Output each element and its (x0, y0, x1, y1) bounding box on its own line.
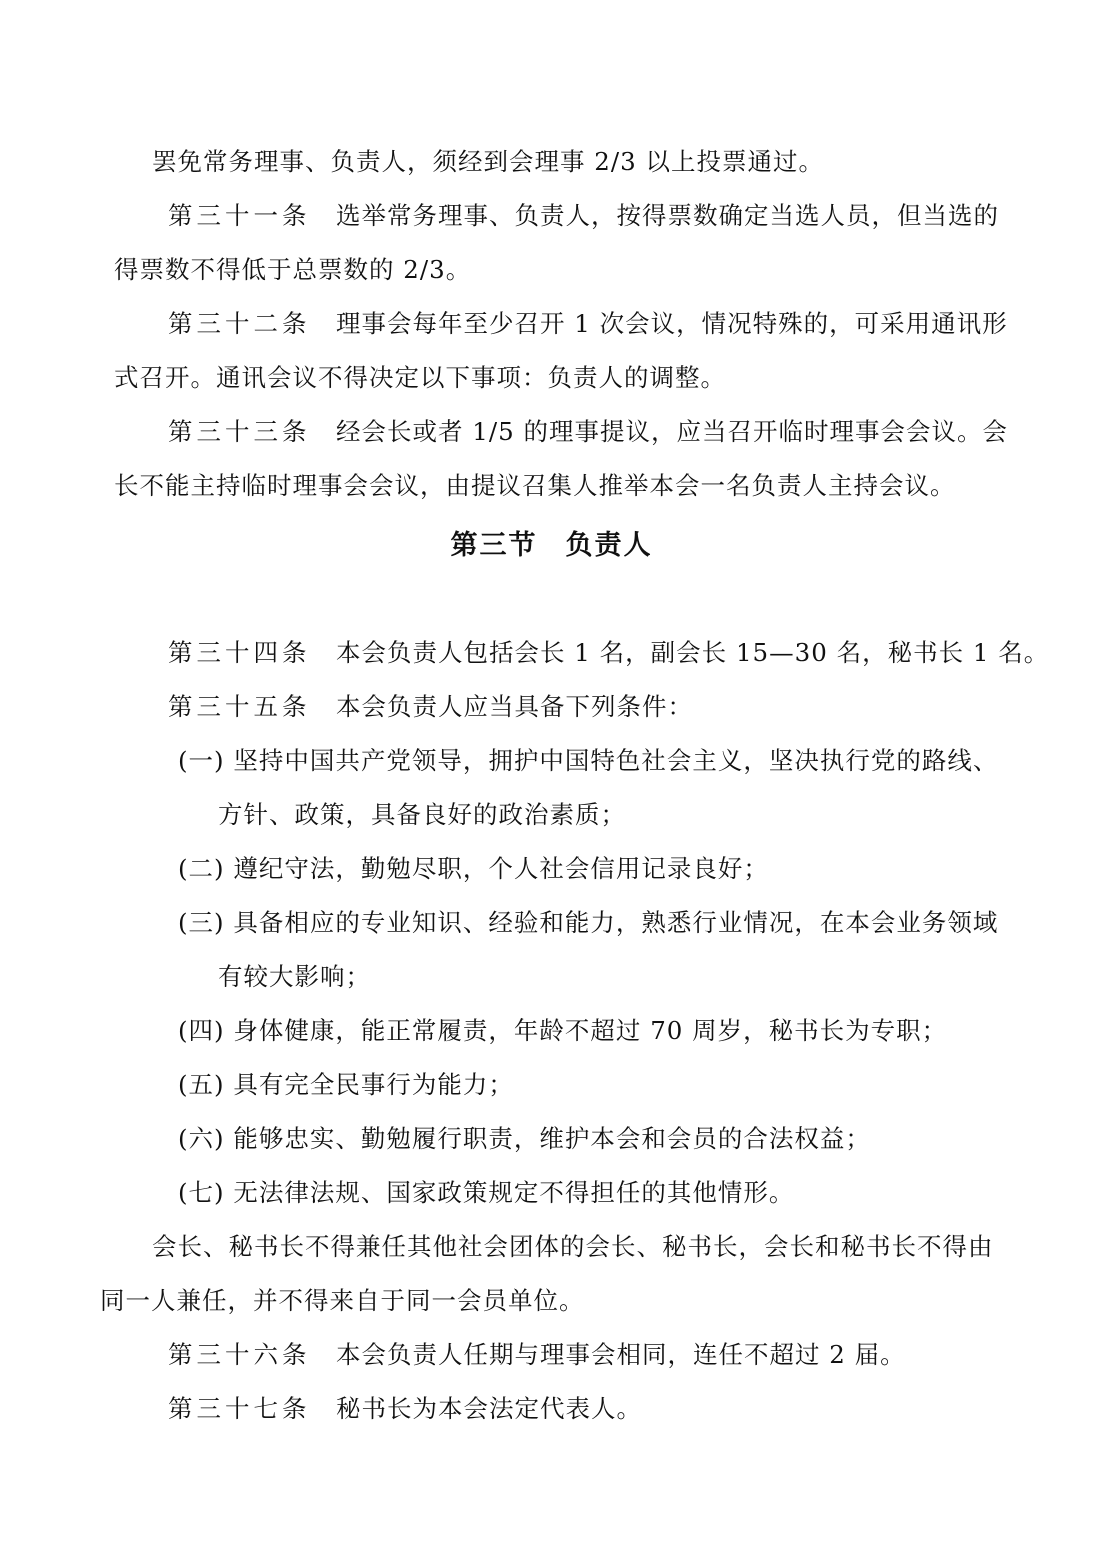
article-number: 第三十五条 (168, 692, 311, 721)
article-text: 本会负责人任期与理事会相同，连任不超过 2 届。 (336, 1340, 906, 1369)
condition-number: (三) (178, 908, 225, 937)
article-33-line-1 (168, 415, 1008, 449)
section-title: 负责人 (565, 530, 653, 561)
condition-2 (178, 852, 769, 886)
article-number: 第三十四条 (168, 638, 311, 667)
condition-6 (178, 1122, 871, 1156)
article-text: 本会负责人包括会长 1 名，副会长 15—30 名，秘书长 1 名。 (336, 638, 1050, 667)
article-text: 选举常务理事、负责人，按得票数确定当选人员，但当选的 (336, 201, 999, 230)
condition-7 (178, 1176, 794, 1210)
condition-5 (178, 1068, 514, 1102)
condition-number: (五) (178, 1070, 225, 1099)
article-36 (168, 1338, 906, 1372)
condition-number: (七) (178, 1178, 225, 1207)
condition-text: 无法律法规、国家政策规定不得担任的其他情形。 (233, 1178, 795, 1207)
condition-3-line-2: 有较大影响； (218, 962, 371, 991)
condition-3-line-1 (178, 906, 998, 940)
condition-text: 身体健康，能正常履责，年龄不超过 70 周岁，秘书长为专职； (233, 1016, 948, 1045)
condition-number: (一) (178, 746, 225, 775)
condition-4 (178, 1014, 947, 1048)
article-text: 经会长或者 1/5 的理事提议，应当召开临时理事会会议。会 (336, 417, 1009, 446)
article-number: 第三十二条 (168, 309, 311, 338)
condition-number: (四) (178, 1016, 225, 1045)
article-text: 本会负责人应当具备下列条件： (336, 692, 693, 721)
article-text: 理事会每年至少召开 1 次会议，情况特殊的，可采用通讯形 (336, 309, 1008, 338)
condition-text: 遵纪守法，勤勉尽职，个人社会信用记录良好； (233, 854, 769, 883)
condition-number: (六) (178, 1124, 225, 1153)
article-number: 第三十七条 (168, 1394, 311, 1423)
section-number: 第三节 (450, 530, 538, 561)
paragraph-restriction-line-2: 同一人兼任，并不得来自于同一会员单位。 (100, 1286, 585, 1315)
article-32-line-2: 式召开。通讯会议不得决定以下事项：负责人的调整。 (114, 363, 726, 392)
article-text: 秘书长为本会法定代表人。 (336, 1394, 642, 1423)
article-number: 第三十一条 (168, 201, 311, 230)
condition-text: 具有完全民事行为能力； (233, 1070, 514, 1099)
article-35 (168, 690, 693, 724)
article-37 (168, 1392, 642, 1426)
article-34 (168, 636, 1049, 670)
condition-1-line-1 (178, 744, 998, 778)
article-number: 第三十六条 (168, 1340, 311, 1369)
article-31-line-2: 得票数不得低于总票数的 2/3。 (114, 255, 472, 284)
condition-number: (二) (178, 854, 225, 883)
article-31-line-1 (168, 199, 999, 233)
condition-text: 坚持中国共产党领导，拥护中国特色社会主义，坚决执行党的路线、 (233, 746, 999, 775)
article-32-line-1 (168, 307, 1008, 341)
condition-1-line-2: 方针、政策，具备良好的政治素质； (218, 800, 626, 829)
paragraph-restriction-line-1: 会长、秘书长不得兼任其他社会团体的会长、秘书长，会长和秘书长不得由 (152, 1232, 994, 1261)
article-33-line-2: 长不能主持临时理事会会议，由提议召集人推举本会一名负责人主持会议。 (114, 471, 956, 500)
article-number: 第三十三条 (168, 417, 311, 446)
condition-text: 具备相应的专业知识、经验和能力，熟悉行业情况，在本会业务领域 (233, 908, 999, 937)
paragraph-recall: 罢免常务理事、负责人，须经到会理事 2/3 以上投票通过。 (152, 147, 825, 176)
section-heading (0, 526, 1103, 566)
condition-text: 能够忠实、勤勉履行职责，维护本会和会员的合法权益； (233, 1124, 871, 1153)
